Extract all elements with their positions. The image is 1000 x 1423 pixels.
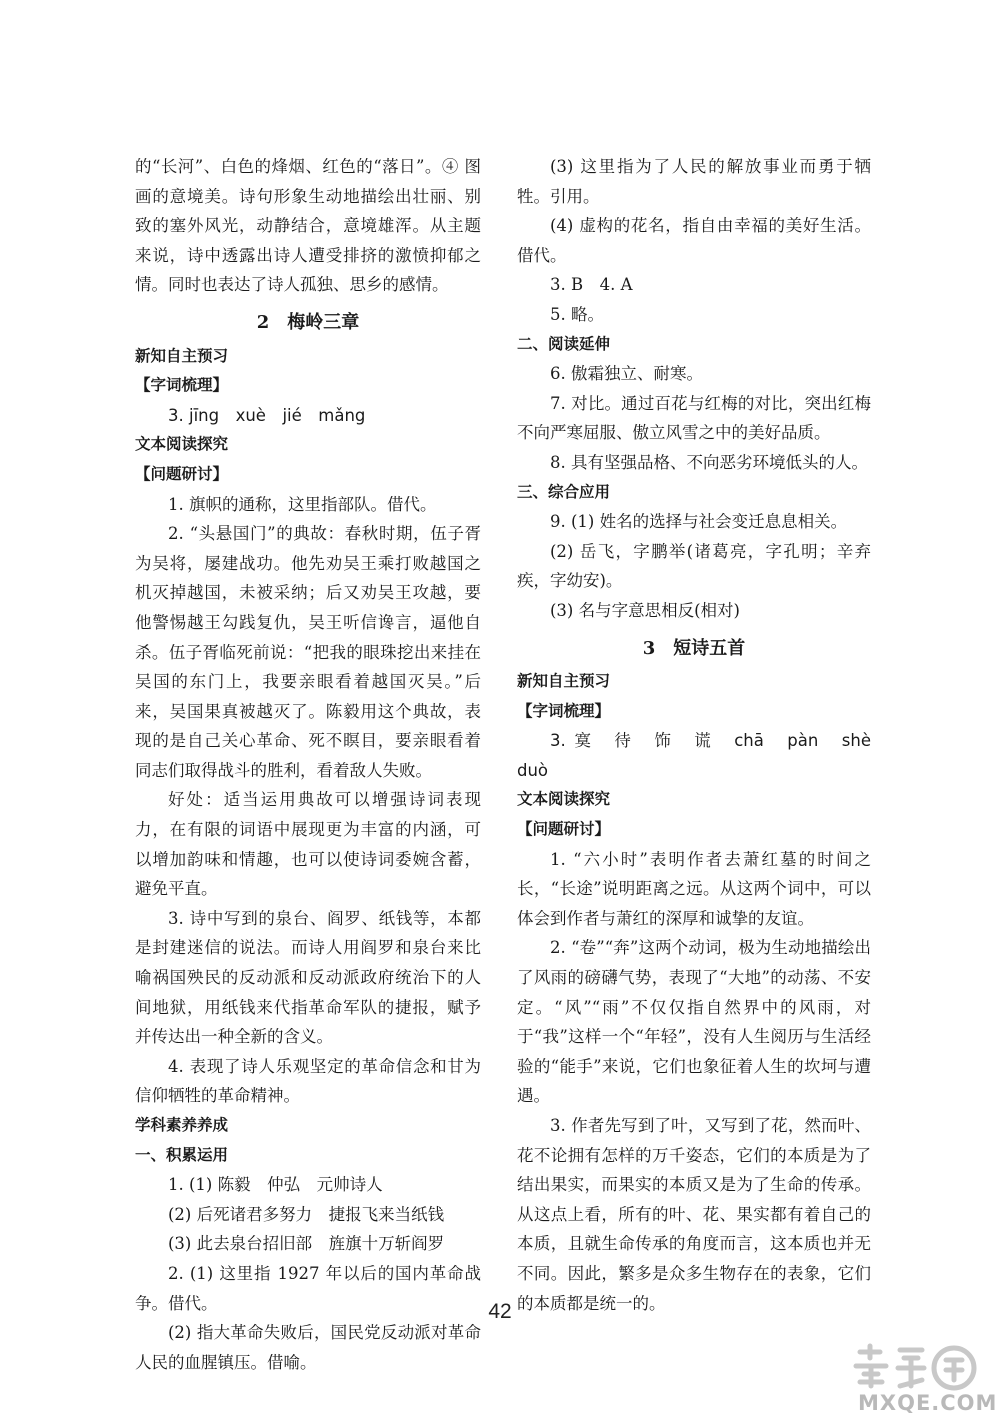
answer-jl-1-1: 1. (1) 陈毅 仲弘 元帅诗人 — [168, 1175, 383, 1195]
answer-q2: 2. “卷”“奔”这两个动词，极为生动地描绘出了风雨的磅礴气势，表现了“大地”的动荡、不安定。“风”“雨”不仅仅指自然界中的风雨，对于“我”这样一个“年轻”，没有人生阅历与生活经验的“能手”来说，它们也象征着人生的坎坷与遭遇。 — [517, 938, 871, 1106]
answer-q3: 3. 作者先写到了叶，又写到了花，然而叶、花不论拥有怎样的万千姿态，它们的本质是为了结出果实，而果实的本质又是为了生命的传承。从这点上看，所有的叶、花、果实都有着自己的本质，且就生命传承的角度而言，这本质也并无不同。因此，繁多是众多生物存在的表象，它们的本质都是统一的。 — [517, 1116, 871, 1313]
answer-zici-3: 3. jīng xuè jié mǎng — [168, 405, 366, 425]
heading-yuedu-yanshen: 二、阅读延伸 — [517, 334, 611, 353]
answer-jl-2-4: (4) 虚构的花名，指自由幸福的美好生活。借代。 — [517, 216, 871, 265]
heading-zici-shuli: 【字词梳理】 — [517, 701, 611, 720]
section-title-meiling-sanzhang: 2 梅岭三章 — [256, 311, 360, 333]
heading-jilei-yunyong: 一、积累运用 — [135, 1145, 229, 1164]
heading-zici-shuli: 【字词梳理】 — [135, 376, 229, 395]
continued-paragraph: 的“长河”、白色的烽烟、红色的“落日”。④ 图画的意境美。诗句形象生动地描绘出壮丽、别致的塞外风光，动静结合，意境雄浑。从主题来说，诗中透露出诗人遭受排挤的激愤抑郁之情。同时也表达了诗人孤独、思乡的感情。 — [135, 157, 481, 295]
answer-jl-2-1: 2. (1) 这里指 1927 年以后的国内革命战争。借代。 — [135, 1263, 481, 1313]
heading-zonghe-yingyong: 三、综合应用 — [517, 482, 611, 501]
answer-jl-1-3: (3) 此去泉台招旧部 旌旗十万斩阎罗 — [168, 1234, 445, 1254]
page-number: 42 — [488, 1300, 512, 1323]
answer-yd-8: 8. 具有坚强品格、不向恶劣环境低头的人。 — [550, 452, 868, 472]
answer-q3: 3. 诗中写到的泉台、阎罗、纸钱等，本都是封建迷信的说法。而诗人用阎罗和泉台来比喻祸国殃民的反动派和反动派政府统治下的人间地狱，用纸钱来代指革命军队的捷报，赋予并传达出一种全新的含义。 — [135, 908, 481, 1047]
answer-jl-5: 5. 略。 — [550, 304, 604, 324]
answer-zh-9-3: (3) 名与字意思相反(相对) — [550, 600, 740, 620]
heading-xueke-suyang: 学科素养养成 — [135, 1116, 229, 1134]
answer-q2: 2. “头悬国门”的典故：春秋时期，伍子胥为吴将，屡建战功。他先劝吴王乘打败越国之机灭掉越国，未被采纳；后又劝吴王攻越，要他警惕越王勾践复仇，吴王听信谗言，逼他自杀。伍子胥临死前说：“把我的眼珠挖出来挂在吴国的东门上，我要亲眼看着越国灭吴。”后来，吴国果真被越灭了。陈毅用这个典故，表现的是自己关心革命、死不瞑目，要亲眼看着同志们取得战斗的胜利，看着敌人失败。 — [135, 524, 481, 780]
heading-wenben-tanjiu: 文本阅读探究 — [517, 790, 611, 809]
answer-q1: 1. 旗帜的通称，这里指部队。借代。 — [168, 494, 437, 514]
left-column — [135, 152, 481, 1377]
answer-jl-1-2: (2) 后死诸君多努力 捷报飞来当纸钱 — [168, 1204, 445, 1224]
right-column — [517, 152, 888, 1318]
answer-zh-9-1: 9. (1) 姓名的选择与社会变迁息息相关。 — [550, 512, 848, 532]
answer-zici-3: 3. 寞 待 饰 谎 chā pàn shè duò — [517, 731, 888, 780]
section-title-duanshi-wushou: 3 短诗五首 — [642, 637, 746, 659]
heading-wenben-tanjiu: 文本阅读探究 — [135, 435, 229, 454]
answer-jl-3-4: 3. B 4. A — [550, 275, 633, 295]
heading-xinzhi-yuxi: 新知自主预习 — [517, 672, 611, 691]
watermark-url: MXQE.COM — [858, 1391, 998, 1415]
answer-q2-benefit: 好处：适当运用典故可以增强诗词表现力，在有限的词语中展现更为丰富的内涵，可以增加韵味和情趣，也可以使诗词委婉含蓄，避免平直。 — [135, 790, 481, 899]
answer-q1: 1. “六小时”表明作者去萧红墓的时间之长，“长途”说明距离之远。从这两个词中，可以体会到作者与萧红的深厚和诚挚的友谊。 — [517, 849, 871, 928]
answer-yd-6: 6. 傲霜独立、耐寒。 — [550, 364, 703, 384]
answer-q4: 4. 表现了诗人乐观坚定的革命信念和甘为信仰牺牲的革命精神。 — [135, 1056, 481, 1106]
answer-zh-9-2: (2) 岳飞，字鹏举(诸葛亮，字孔明；辛弃疾，字幼安)。 — [517, 541, 871, 591]
heading-wenti-yantao: 【问题研讨】 — [135, 464, 229, 483]
answer-yd-7: 7. 对比。通过百花与红梅的对比，突出红梅不向严寒屈服、傲立风雪之中的美好品质。 — [517, 393, 871, 443]
answer-jl-2-2: (2) 指大革命失败后，国民党反动派对革命人民的血腥镇压。借喻。 — [135, 1323, 481, 1372]
answer-jl-2-3: (3) 这里指为了人民的解放事业而勇于牺牲。引用。 — [517, 157, 871, 206]
heading-xinzhi-yuxi: 新知自主预习 — [135, 346, 229, 365]
heading-wenti-yantao: 【问题研讨】 — [517, 820, 611, 839]
